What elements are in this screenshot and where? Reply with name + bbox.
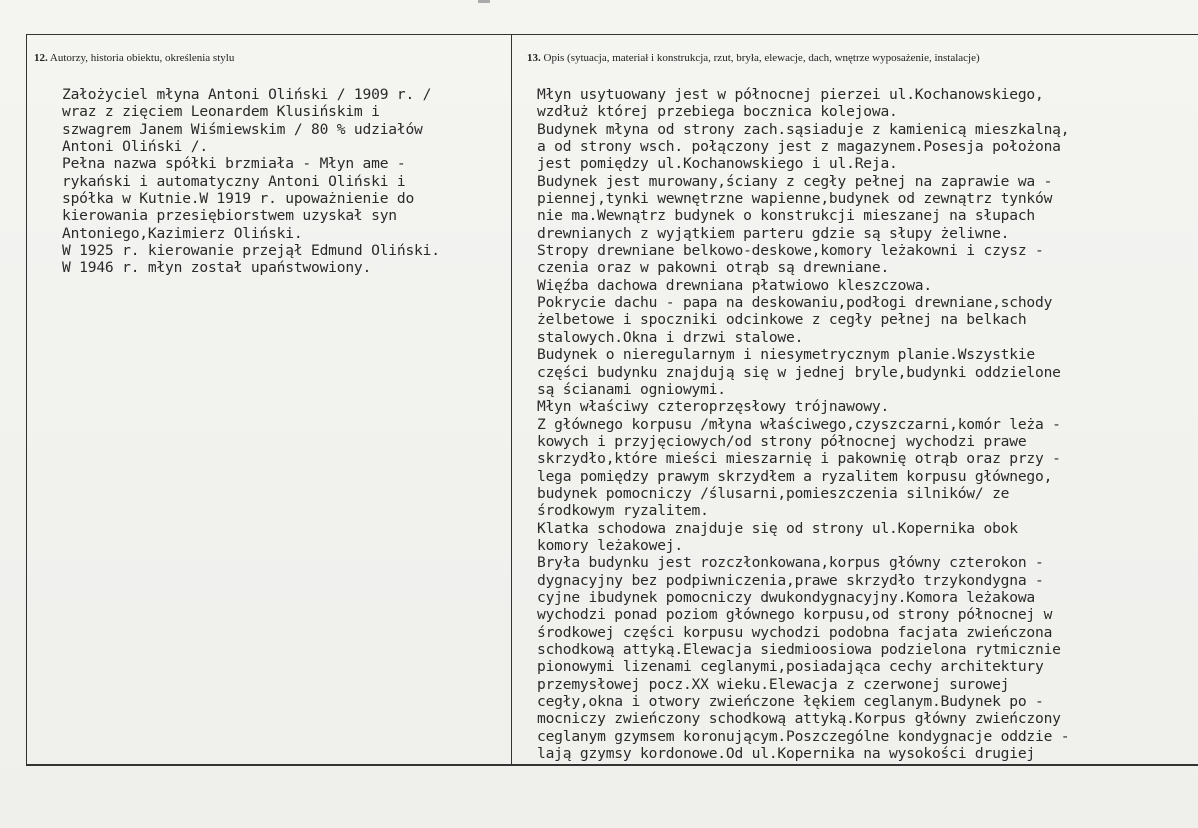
section-13-title: Opis (sytuacja, materiał i konstrukcja, rzut, bryła, elewacje, dach, wnętrze wyposażenie, instalacje) xyxy=(543,52,980,64)
typed-line: cyjne ibudynek pomocniczy dwukondygnacyjny.Komora leżakowa xyxy=(537,588,1035,606)
typed-line: Młyn właściwy czteroprzęsłowy trójnawowy. xyxy=(537,398,890,416)
typed-line: lega pomiędzy prawym skrzydłem a ryzalitem korpusu głównego, xyxy=(537,467,1053,485)
typed-line: rykański i automatyczny Antoni Oliński i xyxy=(62,172,406,190)
typed-line: a od strony wsch. połączony jest z magazynem.Posesja położona xyxy=(537,138,1061,156)
typed-line: szwagrem Janem Wiśmiewskim / 80 % udziałów xyxy=(62,120,423,138)
section-13-number: 13. xyxy=(527,52,541,64)
typed-line: Budynek jest murowany,ściany z cegły pełnej na zaprawie wa - xyxy=(537,172,1053,190)
typed-line: schodkową attyką.Elewacja siedmioosiowa podzielona rytmicznie xyxy=(537,641,1061,658)
typed-line: Młyn usytuowany jest w północnej pierzei ul.Kochanowskiego, xyxy=(537,86,1044,103)
typed-line: wzdłuż której przebiega bocznica kolejowa. xyxy=(537,103,898,121)
typed-line: Pokrycie dachu - papa na deskowaniu,podłogi drewniane,schody xyxy=(537,294,1053,312)
typed-line: dygnacyjny bez podpiwniczenia,prawe skrzydło trzykondygna - xyxy=(537,571,1044,589)
section-12-number: 12. xyxy=(34,52,48,64)
typed-line: są ścianami ogniowymi. xyxy=(537,380,726,398)
typed-line: żelbetowe i spoczniki odcinkowe z cegły pełnej na belkach xyxy=(537,311,1027,329)
typed-line: wraz z zięciem Leonardem Klusińskim i xyxy=(62,103,380,121)
typed-line: mocniczy zwieńczony schodkową attyką.Korpus główny zwieńczony xyxy=(537,710,1061,728)
column-divider xyxy=(511,34,512,764)
typed-line: Z głównego korpusu /młyna właściwego,czyszczarni,komór leża - xyxy=(537,415,1061,433)
typed-line: środkowej części korpusu wychodzi podobna facjata zwieńczona xyxy=(537,623,1053,641)
typed-line: lają gzymsy kordonowe.Od ul.Kopernika na wysokości drugiej xyxy=(537,745,1035,763)
top-edge-mark xyxy=(478,0,490,3)
section-13-typed-text xyxy=(537,86,1069,762)
typed-line: kierowania przesiębiorstwem uzyskał syn xyxy=(62,207,397,225)
typed-line: ceglanym gzymsem koronującym.Poszczególne kondygnacje oddzie - xyxy=(537,727,1070,745)
typed-line: części budynku znajdują się w jednej bryle,budynki oddzielone xyxy=(537,363,1061,381)
typed-line: kowych i przyjęciowych/od strony północnej wychodzi prawe xyxy=(537,432,1027,450)
section-13-header xyxy=(527,52,980,64)
typed-line: jest pomiędzy ul.Kochanowskiego i ul.Reja. xyxy=(537,155,898,173)
typed-line: Założyciel młyna Antoni Oliński / 1909 r. / xyxy=(62,86,432,103)
typed-line: Stropy drewniane belkowo-deskowe,komory leżakowni i czysz - xyxy=(537,242,1044,260)
typed-line: pionowymi lizenami ceglanymi,posiadająca cechy architektury xyxy=(537,658,1044,676)
typed-line: komory leżakowej. xyxy=(537,536,683,554)
typed-line: spółka w Kutnie.W 1919 r. upoważnienie do xyxy=(62,190,415,208)
typed-line: Budynek młyna od strony zach.sąsiaduje z kamienicą mieszkalną, xyxy=(537,120,1070,138)
typed-line: środkowym ryzalitem. xyxy=(537,502,709,520)
typed-line: Budynek o nieregularnym i niesymetrycznym planie.Wszystkie xyxy=(537,346,1035,364)
top-rule xyxy=(26,34,1198,35)
typed-line: Bryła budynku jest rozczłonkowana,korpus główny czterokon - xyxy=(537,554,1044,572)
typed-line: Antoniego,Kazimierz Oliński. xyxy=(62,224,303,242)
typed-line: przemysłowej pocz.XX wieku.Elewacja z czerwonej surowej xyxy=(537,675,1010,693)
typed-line: wychodzi ponad poziom głównego korpusu,od strony północnej w xyxy=(537,606,1053,624)
bottom-rule xyxy=(26,764,1198,766)
section-12-header xyxy=(34,52,234,64)
typed-line: cegły,okna i otwory zwieńczone łękiem ceglanym.Budynek po - xyxy=(537,693,1044,711)
typed-line: czenia oraz w pakowni otrąb są drewniane. xyxy=(537,259,890,277)
typed-line: Antoni Oliński /. xyxy=(62,138,208,156)
typed-line: stalowych.Okna i drzwi stalowe. xyxy=(537,328,804,346)
left-border xyxy=(26,34,27,764)
typed-line: Klatka schodowa znajduje się od strony ul.Kopernika obok xyxy=(537,519,1018,537)
typed-line: piennej,tynki wewnętrzne wapienne,budynek od zewnątrz tynków xyxy=(537,190,1053,208)
section-12-typed-text xyxy=(62,86,440,277)
section-12-title: Autorzy, historia obiektu, określenia stylu xyxy=(49,52,235,64)
typed-line: Pełna nazwa spółki brzmiała - Młyn ame - xyxy=(62,155,406,173)
typed-line: skrzydło,które mieści mieszarnię i pakownię otrąb oraz przy - xyxy=(537,450,1061,468)
typed-line: W 1946 r. młyn został upaństwowiony. xyxy=(62,259,372,277)
typed-line: drewnianych z wyjątkiem parteru gdzie są słupy żeliwne. xyxy=(537,224,1010,242)
typed-line: W 1925 r. kierowanie przejął Edmund Oliński. xyxy=(62,242,440,260)
typed-line: budynek pomocniczy /ślusarni,pomieszczenia silników/ ze xyxy=(537,484,1010,502)
typed-line: Więźba dachowa drewniana płatwiowo kleszczowa. xyxy=(537,276,932,294)
typed-line: nie ma.Wewnątrz budynek o konstrukcji mieszanej na słupach xyxy=(537,207,1035,225)
